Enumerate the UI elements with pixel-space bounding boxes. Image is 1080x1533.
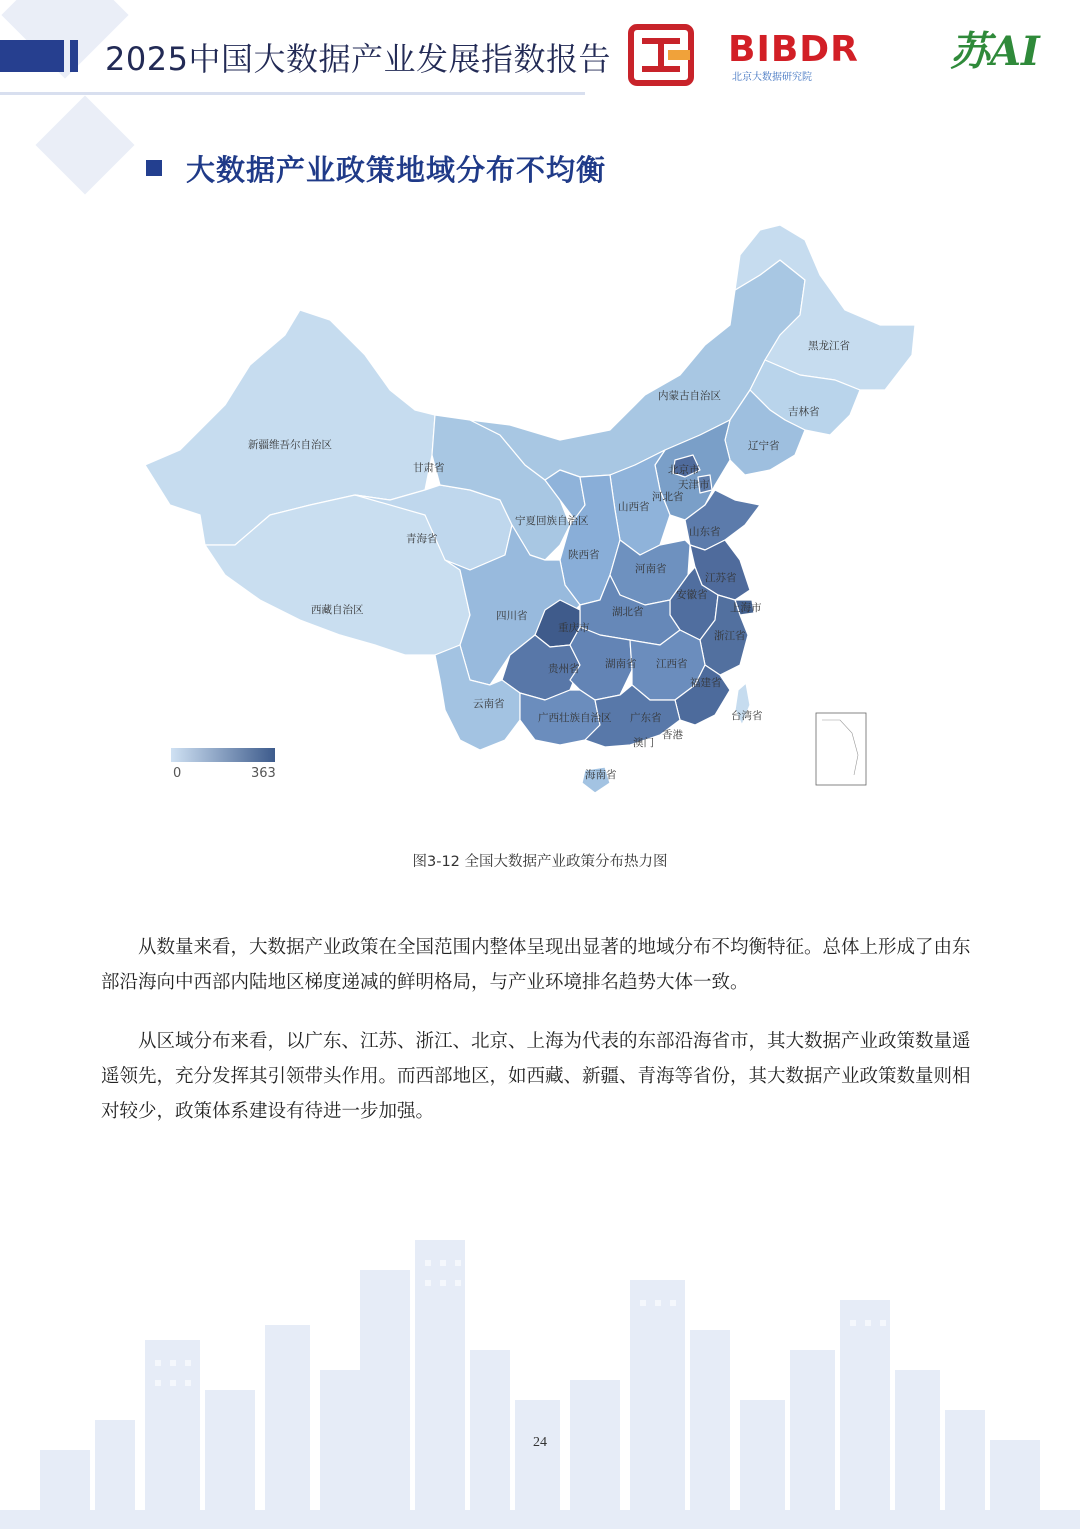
report-title: 2025中国大数据产业发展指数报告	[105, 40, 611, 78]
china-heatmap	[140, 215, 930, 820]
label-taiwan: 台湾省	[731, 710, 763, 722]
label-qinghai: 青海省	[406, 533, 438, 545]
label-xianggang: 香港	[662, 729, 683, 741]
bibdr-logo-subtitle: 北京大数据研究院	[732, 72, 812, 83]
label-neimenggu: 内蒙古自治区	[658, 390, 721, 402]
inset-coastline	[822, 720, 858, 775]
section-bullet	[146, 160, 162, 176]
institute-logo	[628, 24, 694, 86]
label-shandong: 山东省	[689, 526, 721, 538]
label-jiangsu: 江苏省	[705, 572, 737, 584]
section-title: 大数据产业政策地域分布不均衡	[186, 153, 607, 187]
label-beijing: 北京市	[668, 464, 700, 476]
legend-min-label: 0	[173, 766, 182, 781]
label-guangxi: 广西壮族自治区	[538, 712, 612, 724]
label-hebei: 河北省	[652, 491, 684, 503]
label-sichuan: 四川省	[496, 610, 528, 622]
bibdr-logo-text: BIBDR	[728, 29, 859, 70]
suai-logo	[950, 20, 1055, 90]
label-chongqing: 重庆市	[558, 622, 590, 634]
china-map-svg	[140, 215, 930, 820]
label-gansu: 甘肃省	[413, 462, 445, 474]
body-paragraph: 从数量来看，大数据产业政策在全国范围内整体呈现出显著的地域分布不均衡特征。总体上形成了由东部沿海向中西部内陆地区梯度递减的鲜明格局，与产业环境排名趋势大体一致。	[101, 937, 971, 993]
label-tianjin: 天津市	[678, 479, 710, 491]
label-hubei: 湖北省	[612, 606, 644, 618]
header-decor-diamond	[36, 96, 135, 195]
header-accent-bar	[70, 40, 78, 72]
bibdr-logo	[728, 30, 928, 86]
label-yunnan: 云南省	[473, 698, 505, 710]
label-shanghai: 上海市	[730, 602, 762, 614]
map-legend	[171, 748, 281, 784]
header-accent-bar	[0, 40, 64, 72]
label-henan: 河南省	[635, 563, 667, 575]
page-header	[0, 0, 1080, 110]
label-guangdong: 广东省	[630, 712, 662, 724]
suai-logo-text: 苏AI	[950, 28, 1040, 75]
label-zhejiang: 浙江省	[714, 630, 746, 642]
legend-gradient-bar	[171, 748, 275, 762]
label-jilin: 吉林省	[788, 406, 820, 418]
label-guizhou: 贵州省	[548, 663, 580, 675]
page-number: 24	[533, 1435, 547, 1450]
label-liaoning: 辽宁省	[748, 440, 780, 452]
label-ningxia: 宁夏回族自治区	[515, 515, 589, 527]
label-jiangxi: 江西省	[656, 658, 688, 670]
label-hainan: 海南省	[585, 769, 617, 781]
label-xinjiang: 新疆维吾尔自治区	[248, 439, 332, 451]
label-aomen: 澳门	[633, 737, 654, 749]
south-china-sea-inset	[816, 713, 866, 785]
label-hunan: 湖南省	[605, 658, 637, 670]
legend-max-label: 363	[251, 766, 276, 781]
label-anhui: 安徽省	[676, 589, 708, 601]
label-shanxi: 山西省	[618, 501, 650, 513]
label-xizang: 西藏自治区	[311, 604, 364, 616]
body-paragraph: 从区域分布来看，以广东、江苏、浙江、北京、上海为代表的东部沿海省市，其大数据产业政策数量遥遥领先，充分发挥其引领带头作用。而西部地区，如西藏、新疆、青海等省份，其大数据产业政策数量则相对较少，政策体系建设有待进一步加强。	[101, 1031, 971, 1122]
label-fujian: 福建省	[690, 677, 722, 689]
figure-caption: 图3-12 全国大数据产业政策分布热力图	[412, 854, 668, 870]
city-skyline-decoration	[0, 1230, 1080, 1529]
label-shaanxi: 陕西省	[568, 549, 600, 561]
header-divider	[0, 92, 585, 95]
label-heilongjiang: 黑龙江省	[808, 340, 850, 352]
